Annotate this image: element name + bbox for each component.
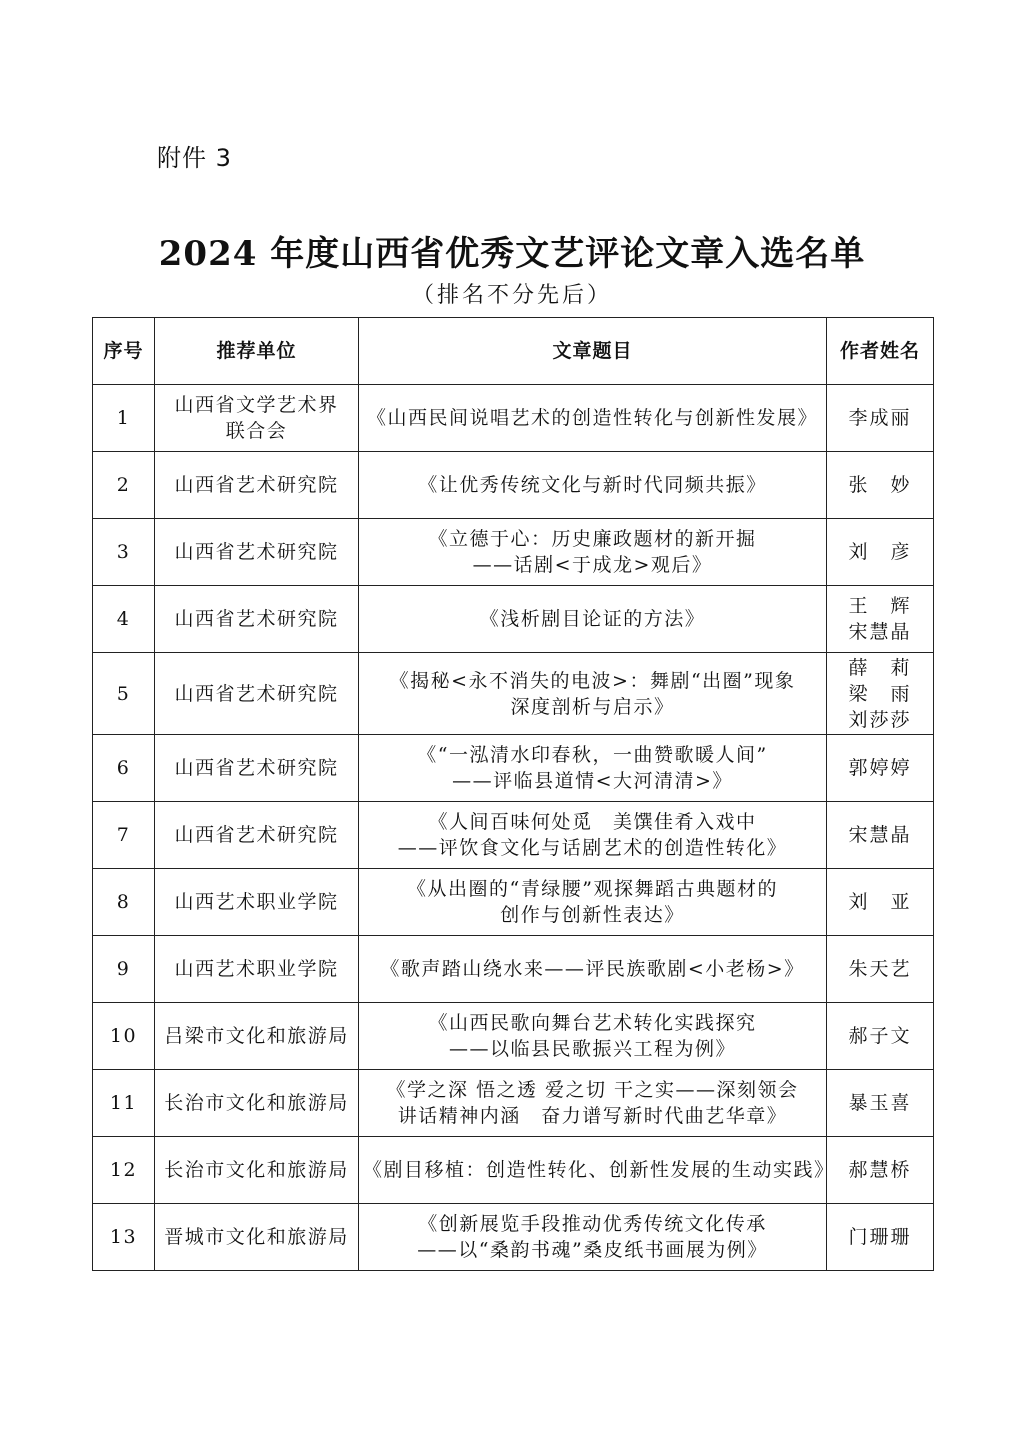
table-row xyxy=(93,1070,934,1137)
cell-seq: 5 xyxy=(93,653,155,735)
cell-unit-line: 山西省艺术研究院 xyxy=(174,757,339,779)
table-header-row xyxy=(93,318,934,385)
cell-unit-line: 山西艺术职业学院 xyxy=(174,891,339,913)
cell-author-line: 门珊珊 xyxy=(848,1226,912,1248)
cell-title-line: ——以“桑韵书魂”桑皮纸书画展为例》 xyxy=(417,1239,768,1261)
cell-title xyxy=(359,1137,835,1204)
cell-unit-line: 山西艺术职业学院 xyxy=(174,958,339,980)
cell-author xyxy=(827,735,934,802)
cell-title xyxy=(359,735,827,802)
cell-unit xyxy=(155,586,359,653)
cell-title-line: 《山西民歌向舞台艺术转化实践探究 xyxy=(428,1012,757,1034)
cell-title-line: 《立德于心：历史廉政题材的新开掘 xyxy=(428,528,757,550)
cell-author-line: 刘莎莎 xyxy=(848,708,912,731)
cell-seq: 9 xyxy=(93,936,155,1003)
cell-unit xyxy=(155,1070,359,1137)
cell-unit-line: 山西省艺术研究院 xyxy=(174,824,339,846)
cell-title xyxy=(359,385,827,452)
cell-author xyxy=(827,1070,934,1137)
cell-title-line: 《揭秘<永不消失的电波>：舞剧“出圈”现象 xyxy=(389,669,796,692)
cell-unit-line: 联合会 xyxy=(225,420,288,442)
cell-title-line: 《从出圈的“青绿腰”观探舞蹈古典题材的 xyxy=(407,878,778,900)
cell-unit-line: 山西省艺术研究院 xyxy=(174,608,339,630)
cell-title-line: 《创新展览手段推动优秀传统文化传承 xyxy=(418,1213,767,1235)
cell-seq: 1 xyxy=(93,385,155,452)
cell-author xyxy=(827,1003,934,1070)
cell-unit-line: 吕梁市文化和旅游局 xyxy=(164,1025,349,1047)
cell-seq: 12 xyxy=(93,1137,155,1204)
cell-author-line: 郝子文 xyxy=(848,1025,912,1047)
cell-author-line: 郭婷婷 xyxy=(848,757,912,779)
cell-unit-line: 晋城市文化和旅游局 xyxy=(164,1226,349,1248)
table-row xyxy=(93,936,934,1003)
header-author: 作者姓名 xyxy=(827,318,934,385)
cell-author-line: 暴玉喜 xyxy=(848,1092,912,1114)
document-title: 2024 年度山西省优秀文艺评论文章入选名单 xyxy=(158,234,866,274)
cell-unit xyxy=(155,869,359,936)
cell-author-line: 薛 莉 xyxy=(848,656,912,679)
cell-author-line: 郝慧桥 xyxy=(848,1159,912,1181)
table-row xyxy=(93,519,934,586)
document-subtitle: （排名不分先后） xyxy=(411,283,612,308)
cell-title xyxy=(359,936,827,1003)
attachment-label: 附件 3 xyxy=(157,144,232,172)
cell-seq: 10 xyxy=(93,1003,155,1070)
cell-author xyxy=(827,936,934,1003)
cell-unit-line: 山西省艺术研究院 xyxy=(174,474,339,496)
table-row xyxy=(93,1003,934,1070)
cell-unit xyxy=(155,802,359,869)
cell-author xyxy=(827,869,934,936)
cell-author-line: 梁 雨 xyxy=(848,682,912,705)
cell-seq: 4 xyxy=(93,586,155,653)
cell-author-line: 宋慧晶 xyxy=(848,621,912,643)
cell-title-line: 《歌声踏山绕水来——评民族歌剧<小老杨>》 xyxy=(380,958,805,980)
cell-title xyxy=(359,1003,827,1070)
cell-seq: 2 xyxy=(93,452,155,519)
cell-unit xyxy=(155,1137,359,1204)
cell-author xyxy=(827,452,934,519)
cell-title-line: ——以临县民歌振兴工程为例》 xyxy=(448,1038,736,1060)
cell-title xyxy=(359,1204,827,1271)
cell-author xyxy=(827,1204,934,1271)
cell-title-line: ——评饮食文化与话剧艺术的创造性转化》 xyxy=(397,837,788,859)
table-row xyxy=(93,586,934,653)
cell-title xyxy=(359,586,827,653)
table-row xyxy=(93,802,934,869)
cell-author-line: 刘 亚 xyxy=(848,891,912,913)
cell-title-line: 《剧目移植：创造性转化、创新性发展的生动实践》 xyxy=(363,1159,835,1181)
cell-unit xyxy=(155,653,359,735)
cell-unit-line: 山西省文学艺术界 xyxy=(174,394,339,416)
table-row xyxy=(93,452,934,519)
cell-author xyxy=(827,385,934,452)
cell-title xyxy=(359,869,827,936)
cell-title xyxy=(359,452,827,519)
cell-unit-line: 山西省艺术研究院 xyxy=(174,541,339,563)
cell-author xyxy=(827,802,934,869)
cell-title-line: 讲话精神内涵 奋力谱写新时代曲艺华章》 xyxy=(397,1105,788,1127)
table-body xyxy=(93,385,934,1271)
cell-author xyxy=(827,586,934,653)
table-row xyxy=(93,385,934,452)
cell-title-line: 创作与创新性表达》 xyxy=(500,904,685,926)
cell-title-line: 《“一泓清水印春秋，一曲赞歌暖人间” xyxy=(417,744,768,766)
cell-author-line: 王 辉 xyxy=(848,595,912,617)
cell-unit-line: 山西省艺术研究院 xyxy=(174,682,339,705)
cell-title xyxy=(359,802,827,869)
cell-unit xyxy=(155,519,359,586)
cell-title-line: 《学之深 悟之透 爱之切 干之实——深刻领会 xyxy=(386,1079,799,1101)
cell-title xyxy=(359,519,827,586)
cell-author-line: 朱天艺 xyxy=(848,958,912,980)
cell-seq: 13 xyxy=(93,1204,155,1271)
cell-unit xyxy=(155,385,359,452)
cell-unit-line: 长治市文化和旅游局 xyxy=(164,1092,349,1114)
cell-unit xyxy=(155,735,359,802)
table-row xyxy=(93,1137,934,1204)
cell-seq: 6 xyxy=(93,735,155,802)
cell-seq: 8 xyxy=(93,869,155,936)
table-row xyxy=(93,735,934,802)
cell-title xyxy=(359,653,827,735)
cell-unit xyxy=(155,1204,359,1271)
cell-title xyxy=(359,1070,827,1137)
table-row xyxy=(93,1204,934,1271)
cell-seq: 3 xyxy=(93,519,155,586)
cell-unit xyxy=(155,452,359,519)
cell-unit xyxy=(155,1003,359,1070)
cell-title-line: 《浅析剧目论证的方法》 xyxy=(479,608,706,630)
selection-table xyxy=(92,317,934,1271)
cell-unit-line: 长治市文化和旅游局 xyxy=(164,1159,349,1181)
cell-author-line: 刘 彦 xyxy=(848,541,912,563)
cell-title-line: 深度剖析与启示》 xyxy=(510,695,675,718)
cell-title-line: 《让优秀传统文化与新时代同频共振》 xyxy=(418,474,767,496)
cell-title-line: 《山西民间说唱艺术的创造性转化与创新性发展》 xyxy=(366,407,818,429)
cell-title-line: 《人间百味何处觅 美馔佳肴入戏中 xyxy=(428,811,757,833)
table-row xyxy=(93,653,934,735)
cell-title-line: ——话剧<于成龙>观后》 xyxy=(472,554,713,576)
header-seq: 序号 xyxy=(93,318,155,385)
table-row xyxy=(93,869,934,936)
cell-author xyxy=(827,653,934,735)
cell-author xyxy=(827,1137,934,1204)
cell-seq: 7 xyxy=(93,802,155,869)
cell-seq: 11 xyxy=(93,1070,155,1137)
cell-author-line: 宋慧晶 xyxy=(848,824,912,846)
header-title: 文章题目 xyxy=(359,318,827,385)
cell-title-line: ——评临县道情<大河清清>》 xyxy=(452,770,733,792)
cell-unit xyxy=(155,936,359,1003)
cell-author xyxy=(827,519,934,586)
cell-author-line: 张 妙 xyxy=(848,474,912,496)
header-unit: 推荐单位 xyxy=(155,318,359,385)
cell-author-line: 李成丽 xyxy=(848,407,912,429)
